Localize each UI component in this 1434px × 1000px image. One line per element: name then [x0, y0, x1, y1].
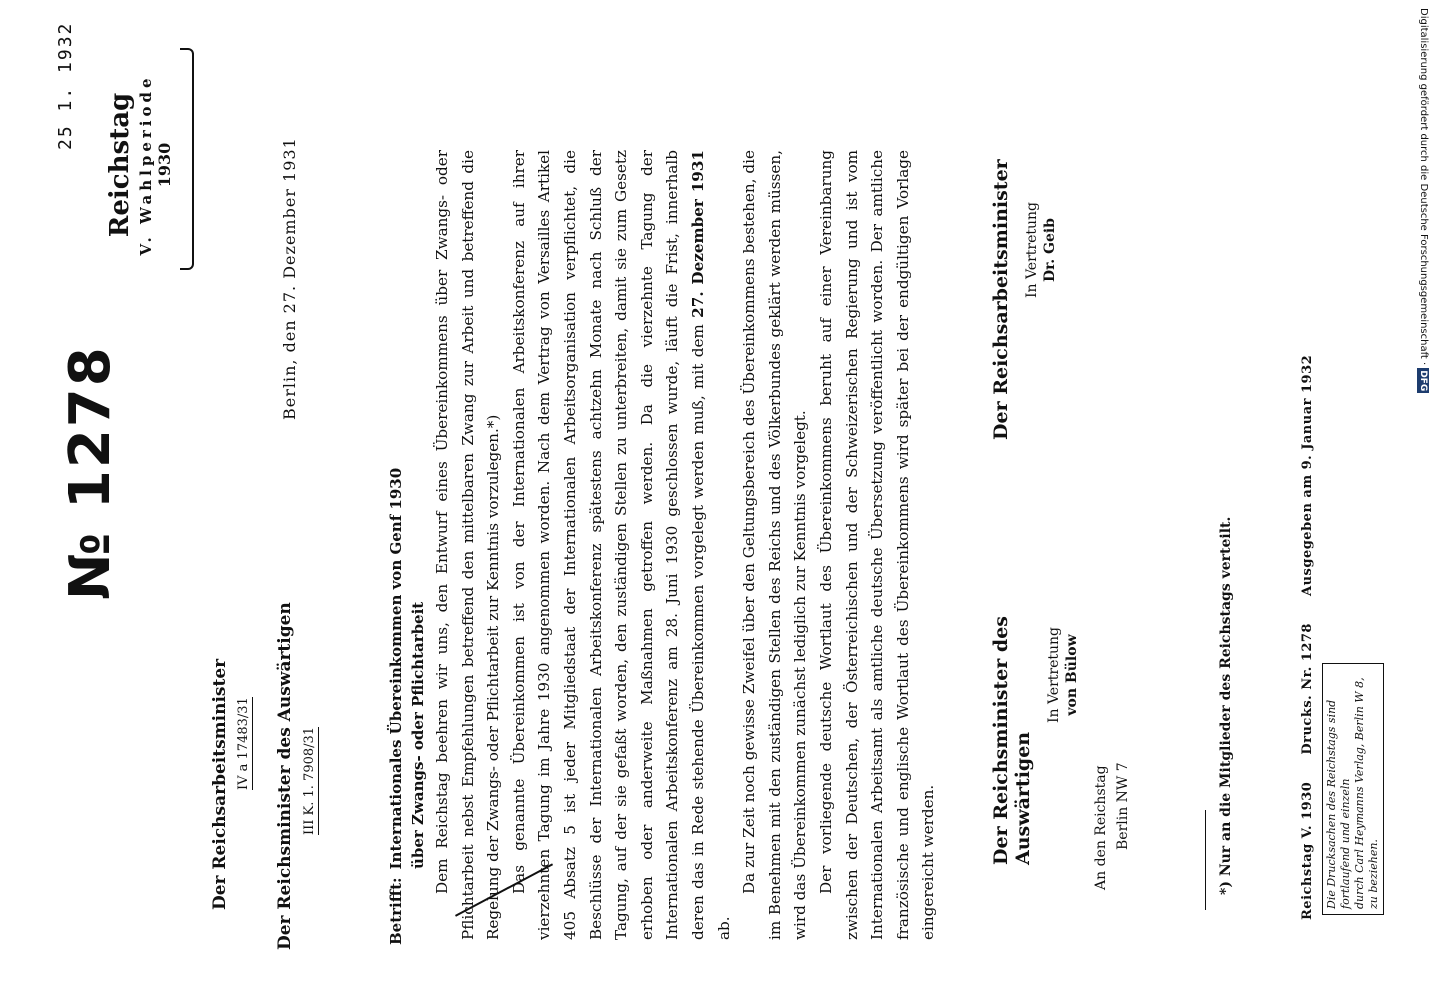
signature-labour-minister	[990, 60, 1058, 440]
subject-block	[385, 225, 429, 945]
header-brace	[180, 48, 194, 270]
paragraph-2	[507, 150, 737, 940]
recipient-line-2: Berlin NW 7	[1115, 762, 1131, 850]
signature-title: Der Reichsarbeitsminister	[990, 159, 1012, 440]
footer-series: Reichstag V. 1930	[1300, 781, 1315, 920]
paragraph-3: Da zur Zeit noch gewisse Zweifel über den Geltungsbereich des Übereinkommens bestehen, die im Benehmen mit den zuständigen Stellen des Reichs und des Völkerbundes geklärt werden müssen, wird das Übereinkommen zunächst lediglich zur Kenntnis vorgelegt.	[740, 150, 810, 940]
dateline: Berlin, den 27. Dezember 1931	[280, 137, 299, 420]
signature-name: Dr. Geib	[1042, 218, 1058, 282]
wahlperiode: V. Wahlperiode	[137, 74, 155, 256]
digitization-credit-text: Digitalisierung gefördert durch die Deutsche Forschungsgemeinschaft ·	[1418, 8, 1429, 366]
signature-capacity: In Vertretung	[1046, 626, 1062, 724]
footnote: *) Nur an die Mitglieder des Reichstags verteilt.	[1218, 516, 1234, 895]
signature-capacity: In Vertretung	[1024, 201, 1040, 299]
sender-minister-foreign: Der Reichsminister des Auswärtigen	[275, 602, 295, 950]
deadline-date: 27. Dezember 1931	[688, 150, 707, 318]
signature-name: von Bülow	[1064, 634, 1080, 716]
footnote-rule	[1205, 810, 1206, 910]
reichstag-title: Reichstag	[105, 92, 135, 238]
reference-number-labour: IV a 17483/31	[236, 697, 251, 790]
wahlperiode-year: 1930	[155, 142, 174, 188]
footer-print-number: Drucks. Nr. 1278	[1300, 623, 1315, 755]
paragraph-4: Der vorliegende deutsche Wortlaut des Übereinkommens beruht auf einer Vereinbarung zwischen der Deutschen, der Österreichischen und der Schweizerischen Regierung und ist vom Internationalen Arbeitsamt als amtliche deutsche Übersetzung veröffentlicht worden. Der amtliche französische und englische Wortlaut des Übereinkommens wird später bei der endgültigen Vorlage eingereicht werden.	[816, 150, 938, 940]
publisher-box	[1322, 663, 1384, 915]
paragraph-2-end: ab.	[714, 916, 733, 940]
document-number: № 1278	[58, 345, 123, 600]
print-footer	[1300, 355, 1315, 920]
subject-label: Betrifft:	[387, 877, 405, 945]
signature-foreign-minister	[990, 485, 1080, 865]
publisher-line-2: durch Carl Heymanns Verlag, Berlin W 8, zu beziehen.	[1353, 677, 1380, 909]
subject-line-2: über Zwangs- oder Pflichtarbeit	[409, 601, 427, 869]
date-stamp: 25 1. 1932	[55, 21, 76, 150]
paragraph-2-text: Das genannte Übereinkommen ist von der Internationalen Arbeitskonferenz auf ihrer vierzehnten Tagung im Jahre 1930 angenommen worden. Nach dem Vertrag von Versailles Artikel 405 Absatz 5 ist jeder Mitgliedstaat der Internationalen Arbeitsorganisation verpflichtet, die Beschlüsse der Internationalen Arbeitskonferenz spätestens achtzehn Monate nach Schluß der Tagung, auf der sie gefaßt worden, den zuständigen Stellen zu unterbreiten, damit sie zum Gesetz erhoben oder anderweite Maßnahmen getroffen werden. Da die vierzehnte Tagung der Internationalen Arbeitskonferenz am 28. Juni 1930 geschlossen wurde, läuft die Frist, innerhalb deren das in Rede stehende Übereinkommen vorgelegt werden muß, mit dem	[509, 150, 707, 940]
recipient-address	[1090, 762, 1134, 890]
signature-title: Der Reichsminister des Auswärtigen	[990, 616, 1034, 865]
recipient-line-1: An den Reichstag	[1093, 765, 1109, 890]
reference-number-foreign: III K. 1. 7908/31	[302, 726, 317, 835]
reichstag-header	[105, 65, 174, 265]
paragraph-1: Dem Reichstag beehren wir uns, den Entwurf eines Übereinkommens über Zwangs- oder Pflichtarbeit nebst Empfehlungen betreffend den mittelbaren Zwang zur Arbeit und betreffend die Regelung der Zwangs- oder Pflichtarbeit zur Kenntnis vorzulegen.*)	[433, 150, 503, 940]
sender-minister-labour: Der Reichsarbeitsminister	[210, 658, 230, 910]
letter-body	[430, 150, 942, 940]
footer-issue-date: Ausgegeben am 9. Januar 1932	[1300, 354, 1315, 596]
dfg-logo: DFG	[1418, 370, 1428, 392]
subject-line-1: Internationales Übereinkommen von Genf 1930	[387, 467, 405, 870]
digitization-credit	[1415, 8, 1431, 992]
publisher-line-1: Die Drucksachen des Reichstags sind fortlaufend und einzeln	[1325, 699, 1352, 909]
